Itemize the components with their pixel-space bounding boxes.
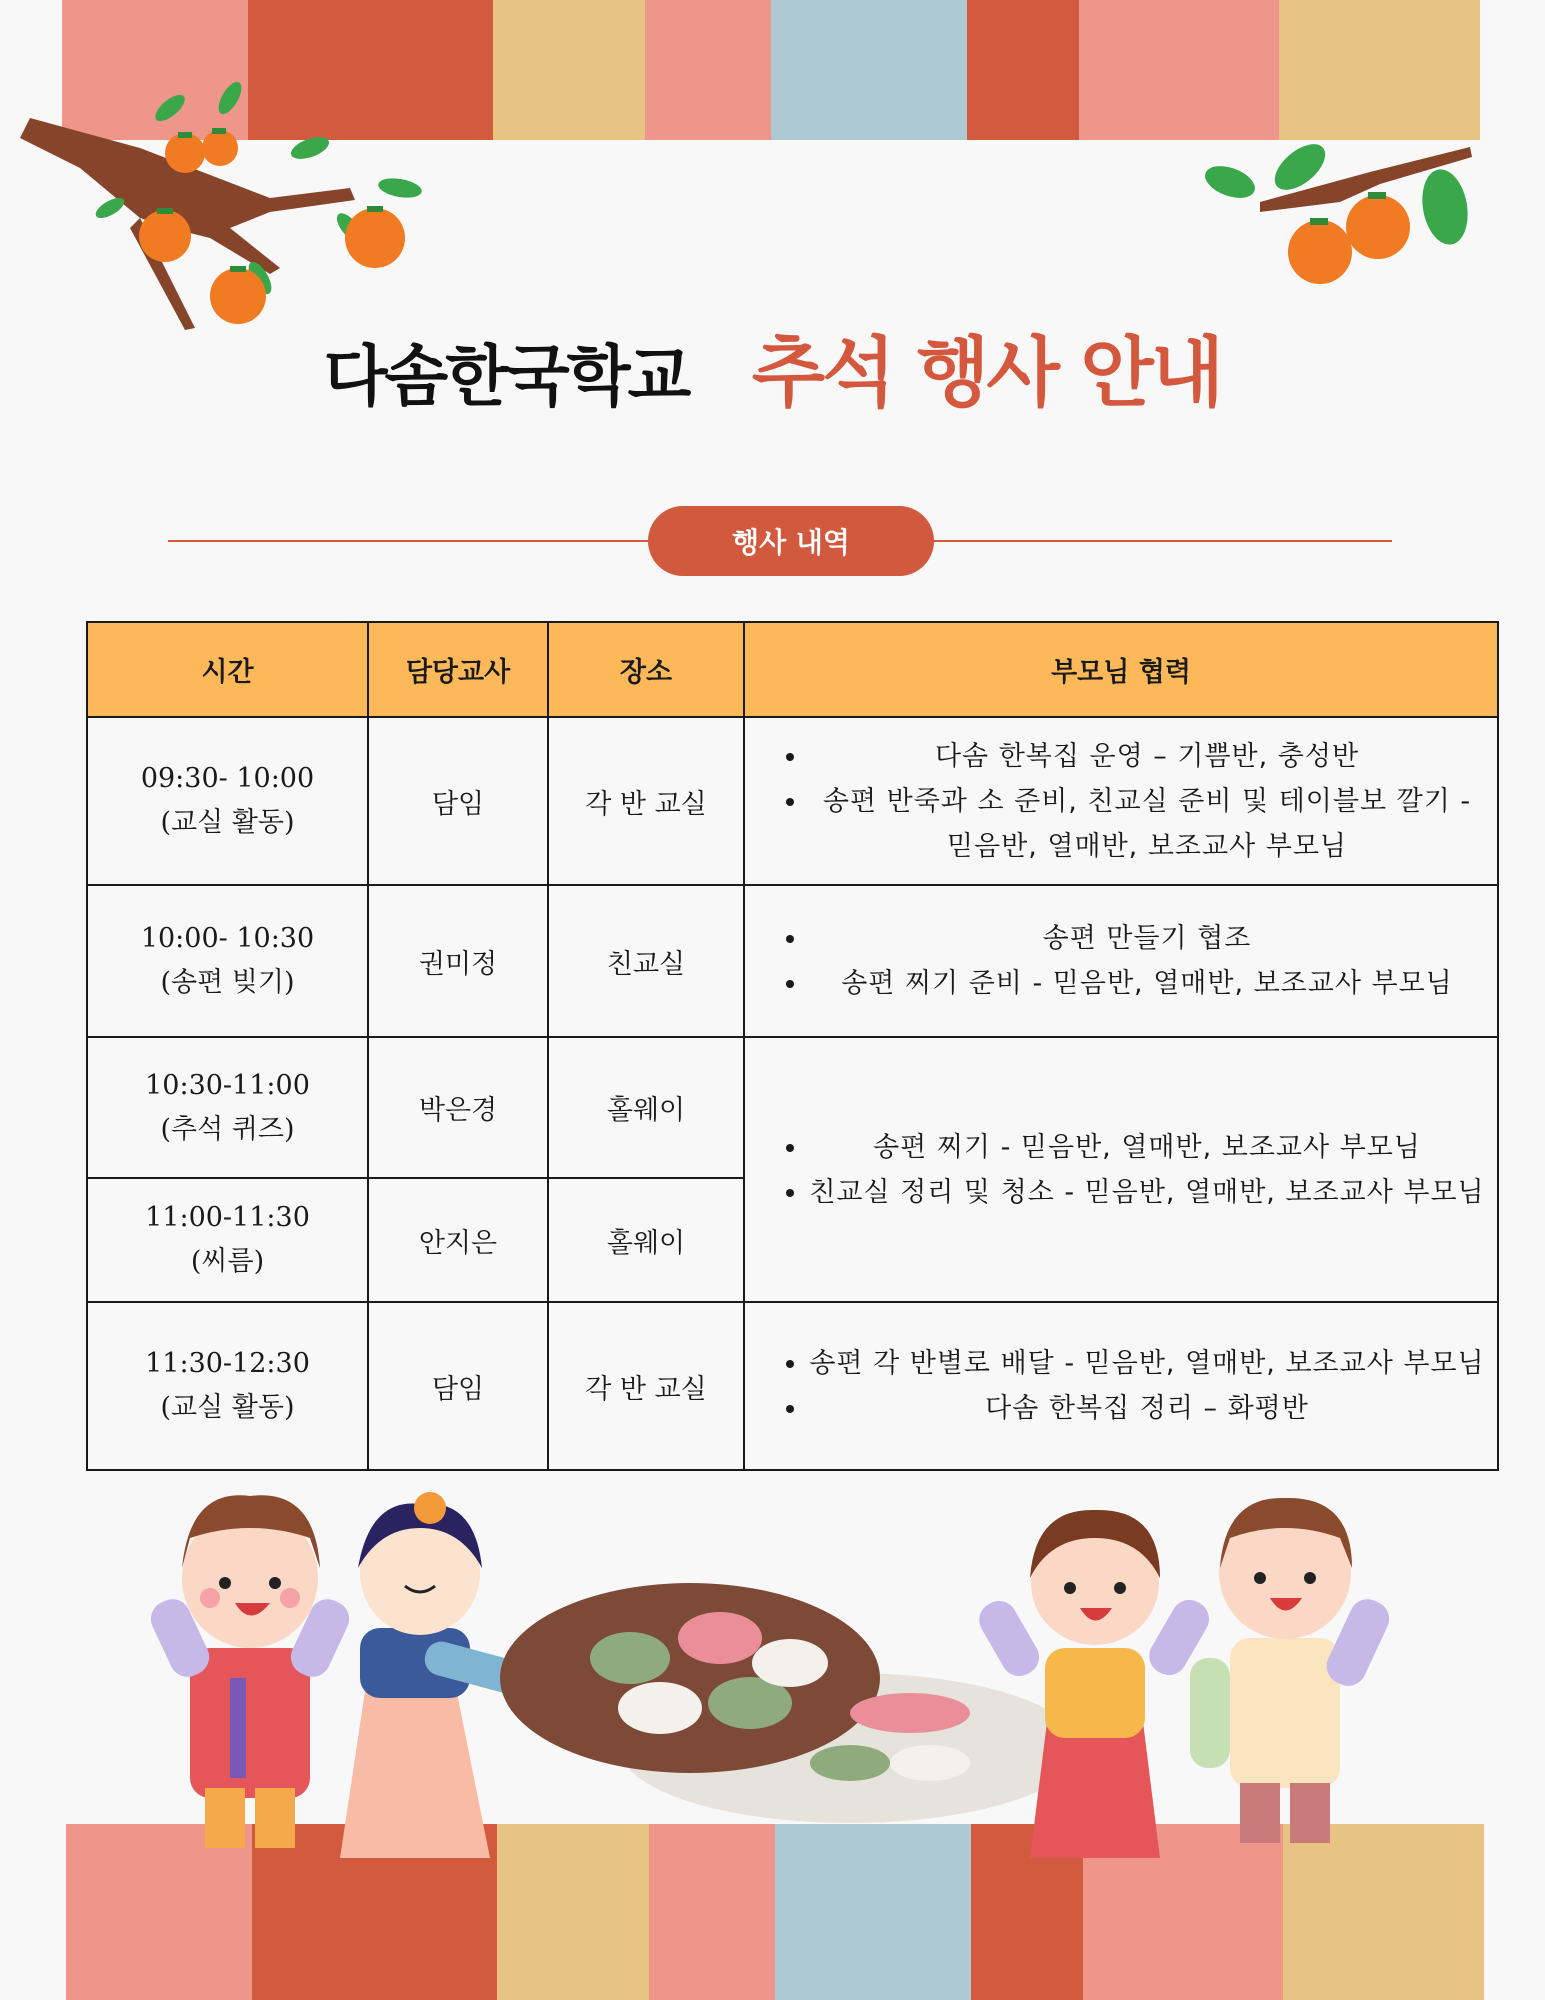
divider-line-left — [168, 540, 650, 542]
cooperation-item: • 송편 찌기 준비 - 믿음반, 열매반, 보조교사 부모님 — [809, 961, 1485, 1006]
time-cell — [87, 1037, 368, 1178]
table-row — [87, 885, 1498, 1037]
persimmon-branch-left-illustration — [20, 78, 460, 338]
cooperation-list — [773, 916, 1485, 1006]
event-title: 추석 행사 안내 — [751, 328, 1222, 417]
teacher-cell: 권미정 — [368, 885, 548, 1037]
boy-right-figure — [1190, 1498, 1395, 1843]
activity-name: (추석 퀴즈) — [160, 1113, 295, 1145]
table-row — [87, 1037, 1498, 1178]
header-parent-cooperation: 부모님 협력 — [744, 622, 1498, 717]
cooperation-cell — [744, 885, 1498, 1037]
school-name: 다솜한국학교 — [323, 338, 689, 415]
section-label-pill: 행사 내역 — [648, 506, 934, 576]
persimmon-branch-right-illustration — [1200, 122, 1480, 292]
divider-line-right — [930, 540, 1392, 542]
time-range: 10:00- 10:30 — [140, 923, 315, 954]
time-range: 11:00-11:30 — [145, 1202, 310, 1233]
stripe — [493, 0, 645, 140]
table-header-row — [87, 622, 1498, 717]
header-place: 장소 — [548, 622, 744, 717]
place-cell: 각 반 교실 — [548, 1302, 744, 1470]
stripe — [1079, 0, 1279, 140]
cooperation-cell — [744, 1302, 1498, 1470]
page-title — [0, 312, 1545, 421]
table-row — [87, 1302, 1498, 1470]
place-cell: 홀웨이 — [548, 1037, 744, 1178]
time-range: 10:30-11:00 — [145, 1069, 310, 1101]
place-cell: 각 반 교실 — [548, 717, 744, 885]
cooperation-item: • 송편 만들기 협조 — [809, 916, 1485, 961]
table-row — [87, 717, 1498, 885]
cooperation-item: • 송편 각 반별로 배달 - 믿음반, 열매반, 보조교사 부모님 — [809, 1341, 1485, 1386]
children-hanbok-songpyeon-illustration — [130, 1478, 1450, 1878]
cooperation-list — [773, 1125, 1485, 1215]
teacher-cell: 박은경 — [368, 1037, 548, 1178]
time-cell — [87, 885, 368, 1037]
activity-name: (씨름) — [190, 1246, 265, 1277]
teacher-cell: 담임 — [368, 1302, 548, 1470]
header-teacher: 담당교사 — [368, 622, 548, 717]
teacher-cell: 담임 — [368, 717, 548, 885]
header-time: 시간 — [87, 622, 368, 717]
cooperation-item: • 다솜 한복집 정리 – 화평반 — [809, 1386, 1485, 1431]
cooperation-cell — [744, 1037, 1498, 1302]
time-range: 11:30-12:30 — [145, 1348, 310, 1379]
cooperation-cell — [744, 717, 1498, 885]
stripe — [1279, 0, 1480, 140]
cooperation-item: • 다솜 한복집 운영 – 기쁨반, 충성반 — [809, 734, 1485, 779]
place-cell: 친교실 — [548, 885, 744, 1037]
cooperation-item: • 송편 반죽과 소 준비, 친교실 준비 및 테이블보 깔기 - 믿음반, 열매반, 보조교사 부모님 — [809, 779, 1485, 869]
cooperation-list — [773, 1341, 1485, 1431]
activity-name: (교실 활동) — [160, 1392, 295, 1423]
activity-name: (교실 활동) — [160, 807, 295, 838]
place-cell: 홀웨이 — [548, 1178, 744, 1302]
cooperation-list — [773, 734, 1485, 869]
boy-left-figure — [145, 1495, 355, 1848]
stripe — [645, 0, 771, 140]
girl-right-figure — [973, 1510, 1216, 1858]
stripe — [967, 0, 1079, 140]
time-cell — [87, 717, 368, 885]
cooperation-item: • 친교실 정리 및 청소 - 믿음반, 열매반, 보조교사 부모님 — [809, 1170, 1485, 1215]
teacher-cell: 안지은 — [368, 1178, 548, 1302]
time-cell — [87, 1178, 368, 1302]
stripe — [771, 0, 967, 140]
activity-name: (송편 빚기) — [160, 967, 295, 998]
time-range: 09:30- 10:00 — [140, 763, 315, 794]
schedule-table — [86, 621, 1499, 1471]
time-cell — [87, 1302, 368, 1470]
cooperation-item: • 송편 찌기 - 믿음반, 열매반, 보조교사 부모님 — [809, 1125, 1485, 1170]
